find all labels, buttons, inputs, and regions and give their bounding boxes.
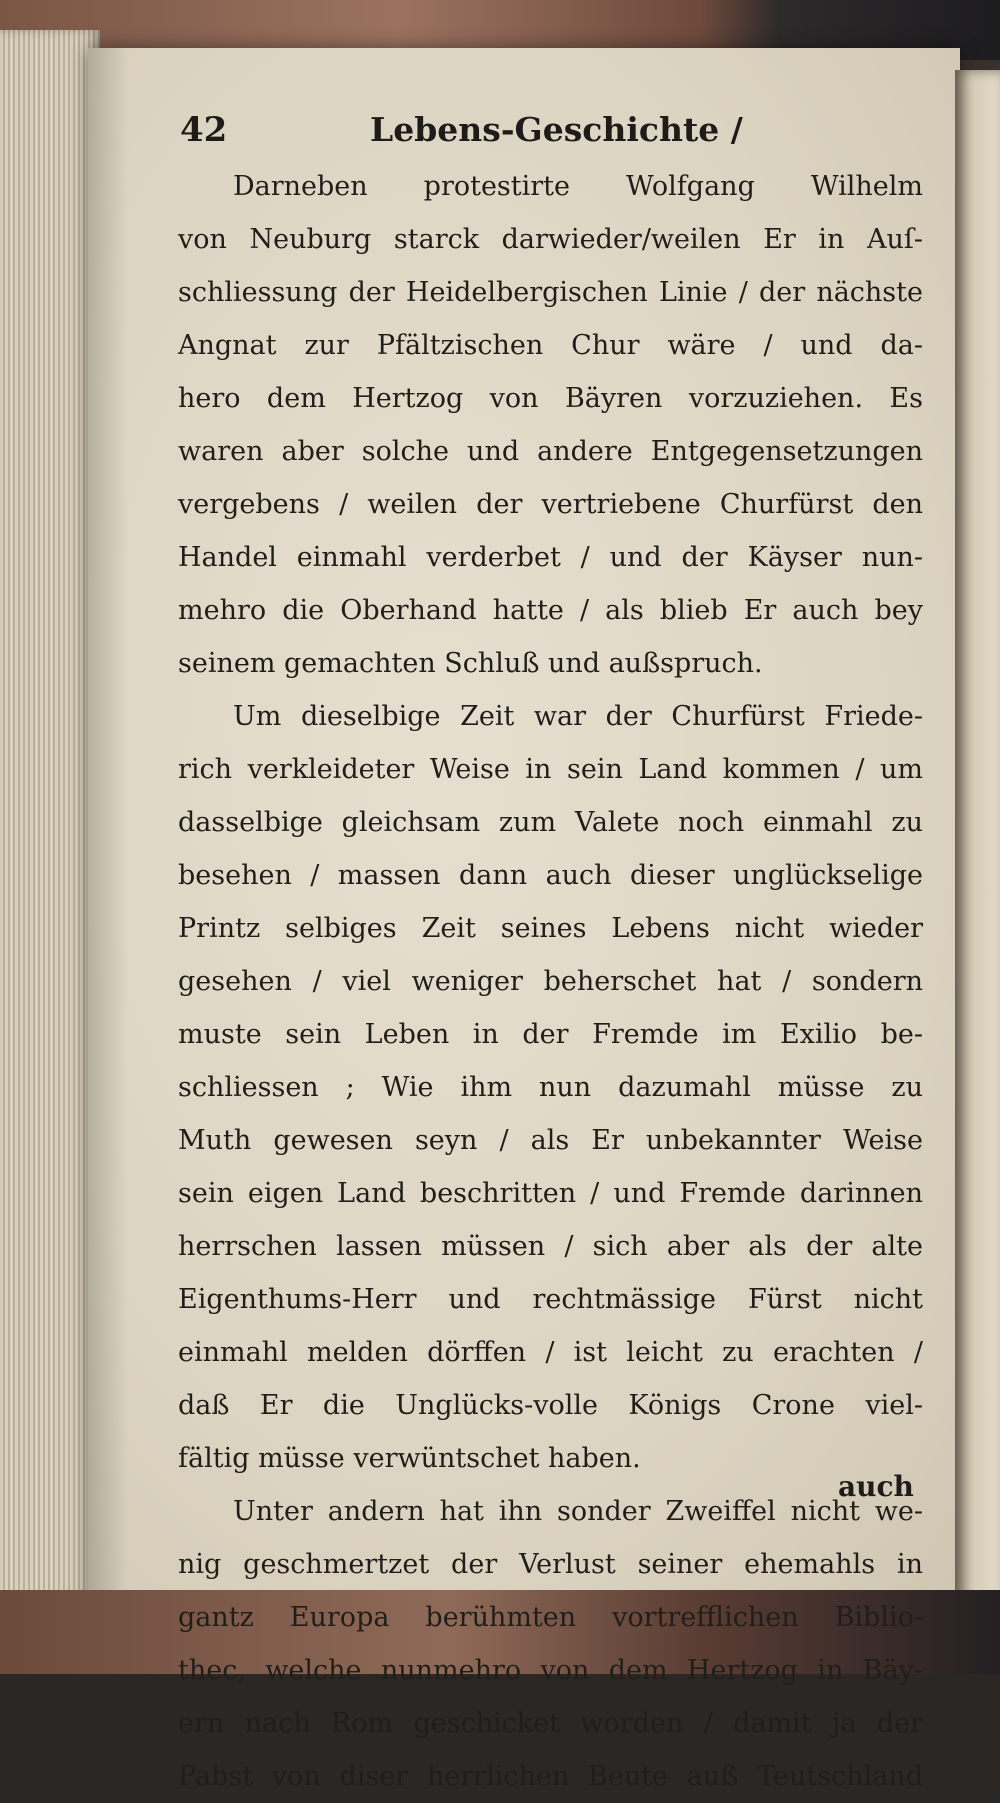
text-line: einmahl melden dörffen / ist leicht zu erachten / (178, 1337, 923, 1368)
page-number: 42 (180, 110, 228, 150)
text-line: Um dieselbige Zeit war der Churfürst Friede- (233, 701, 923, 732)
catchword: auch (838, 1470, 914, 1503)
page-body-text (178, 160, 923, 1803)
running-title: Lebens-Geschichte / (370, 110, 743, 149)
text-line: schliessung der Heidelbergischen Linie / der nächste (178, 277, 923, 308)
text-line: muste sein Leben in der Fremde im Exilio be- (178, 1019, 923, 1050)
text-line: Muth gewesen seyn / als Er unbekannter Weise (178, 1125, 923, 1156)
text-line: hero dem Hertzog von Bäyren vorzuziehen. Es (178, 383, 923, 414)
text-line: Angnat zur Pfältzischen Chur wäre / und da- (178, 330, 923, 361)
text-line: seinem gemachten Schluß und außspruch. (178, 648, 763, 679)
stacked-leaves (0, 30, 100, 1605)
page-header (180, 110, 743, 156)
text-line: Pabst von diser herrlichen Beute auß Teutschland (178, 1761, 923, 1792)
text-line: Eigenthums-Herr und rechtmässige Fürst nicht (178, 1284, 923, 1315)
text-line: gesehen / viel weniger beherschet hat / sondern (178, 966, 923, 997)
text-line: Darneben protestirte Wolfgang Wilhelm (233, 171, 923, 202)
text-line: ern nach Rom geschicket worden / damit ja der (178, 1708, 923, 1739)
text-line: besehen / massen dann auch dieser unglückselige (178, 860, 923, 891)
page-fold-shadow (88, 48, 128, 1608)
text-line: daß Er die Unglücks-volle Königs Crone viel- (178, 1390, 923, 1421)
text-line: nig geschmertzet der Verlust seiner ehemahls in (178, 1549, 923, 1580)
text-line: sein eigen Land beschritten / und Fremde darinnen (178, 1178, 923, 1209)
text-line: Printz selbiges Zeit seines Lebens nicht wieder (178, 913, 923, 944)
text-line: herrschen lassen müssen / sich aber als der alte (178, 1231, 923, 1262)
text-line: mehro die Oberhand hatte / als blieb Er auch bey (178, 595, 923, 626)
text-line: gantz Europa berühmten vortrefflichen Biblio- (178, 1602, 923, 1633)
text-line: fältig müsse verwüntschet haben. (178, 1443, 641, 1474)
text-line: schliessen ; Wie ihm nun dazumahl müsse zu (178, 1072, 923, 1103)
text-line: vergebens / weilen der vertriebene Churfürst den (178, 489, 923, 520)
text-line: Handel einmahl verderbet / und der Käyser nun- (178, 542, 923, 573)
book-gutter (955, 70, 1000, 1610)
text-line: dasselbige gleichsam zum Valete noch einmahl zu (178, 807, 923, 838)
text-line: thec, welche nunmehro von dem Hertzog in Bäy- (178, 1655, 923, 1686)
text-line: von Neuburg starck darwieder/weilen Er in Auſ- (178, 224, 923, 255)
text-line: waren aber solche und andere Entgegensetzungen (178, 436, 923, 467)
text-line: rich verkleideter Weise in sein Land kommen / um (178, 754, 923, 785)
text-line: Unter andern hat ihn sonder Zweiffel nicht we- (233, 1496, 923, 1527)
